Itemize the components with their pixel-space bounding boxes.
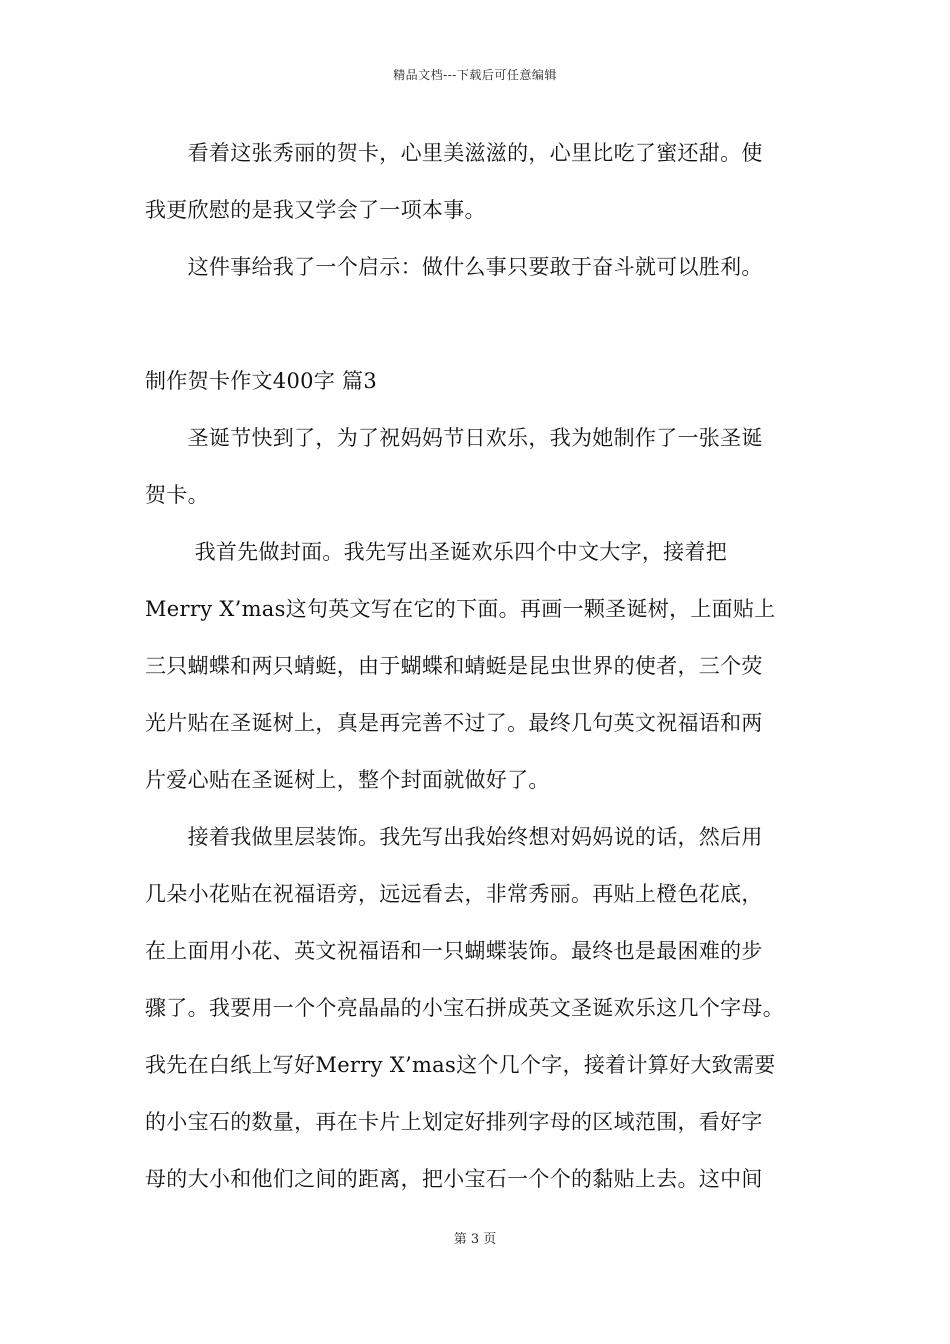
- paragraph-line: 三只蝴蝶和两只蜻蜓，由于蝴蝶和蜻蜓是昆虫世界的使者，三个荧: [145, 654, 763, 678]
- page-header: 精品文档---下载后可任意编辑: [393, 68, 557, 82]
- paragraph-line: 贺卡。: [145, 483, 209, 507]
- paragraph-line: 骤了。我要用一个个亮晶晶的小宝石拼成英文圣诞欢乐这几个字母。: [145, 996, 784, 1020]
- paragraph-line: 我更欣慰的是我又学会了一项本事。: [145, 198, 486, 222]
- page-number: 第 3 页: [453, 1232, 497, 1247]
- paragraph-line: 接着我做里层装饰。我先写出我始终想对妈妈说的话，然后用: [145, 825, 763, 849]
- paragraph-line: 片爱心贴在圣诞树上，整个封面就做好了。: [145, 768, 550, 792]
- paragraph-line: Merry X’mas这句英文写在它的下面。再画一颗圣诞树，上面贴上: [145, 597, 776, 621]
- paragraph-line: 的小宝石的数量，再在卡片上划定好排列字母的区域范围，看好字: [145, 1110, 763, 1134]
- paragraph-line: 几朵小花贴在祝福语旁，远远看去，非常秀丽。再贴上橙色花底，: [145, 882, 763, 906]
- section-gap: [145, 305, 813, 362]
- paragraph-line: 看着这张秀丽的贺卡，心里美滋滋的，心里比吃了蜜还甜。使: [145, 141, 763, 165]
- section-title: 制作贺卡作文400字 篇3: [145, 369, 378, 393]
- paragraph-line: 在上面用小花、英文祝福语和一只蝴蝶装饰。最终也是最困难的步: [145, 939, 763, 963]
- paragraph-line: 我首先做封面。我先写出圣诞欢乐四个中文大字，接着把: [145, 540, 728, 564]
- paragraph-line: 光片贴在圣诞树上，真是再完善不过了。最终几句英文祝福语和两: [145, 711, 763, 735]
- paragraph-line: 母的大小和他们之间的距离，把小宝石一个个的黏贴上去。这中间: [145, 1167, 763, 1191]
- paragraph-line: 我先在白纸上写好Merry X’mas这个几个字，接着计算好大致需要: [145, 1053, 776, 1077]
- paragraph-line: 圣诞节快到了，为了祝妈妈节日欢乐，我为她制作了一张圣诞: [145, 426, 763, 450]
- document-body: [145, 134, 813, 1217]
- paragraph-line: 这件事给我了一个启示：做什么事只要敢于奋斗就可以胜利。: [145, 255, 763, 279]
